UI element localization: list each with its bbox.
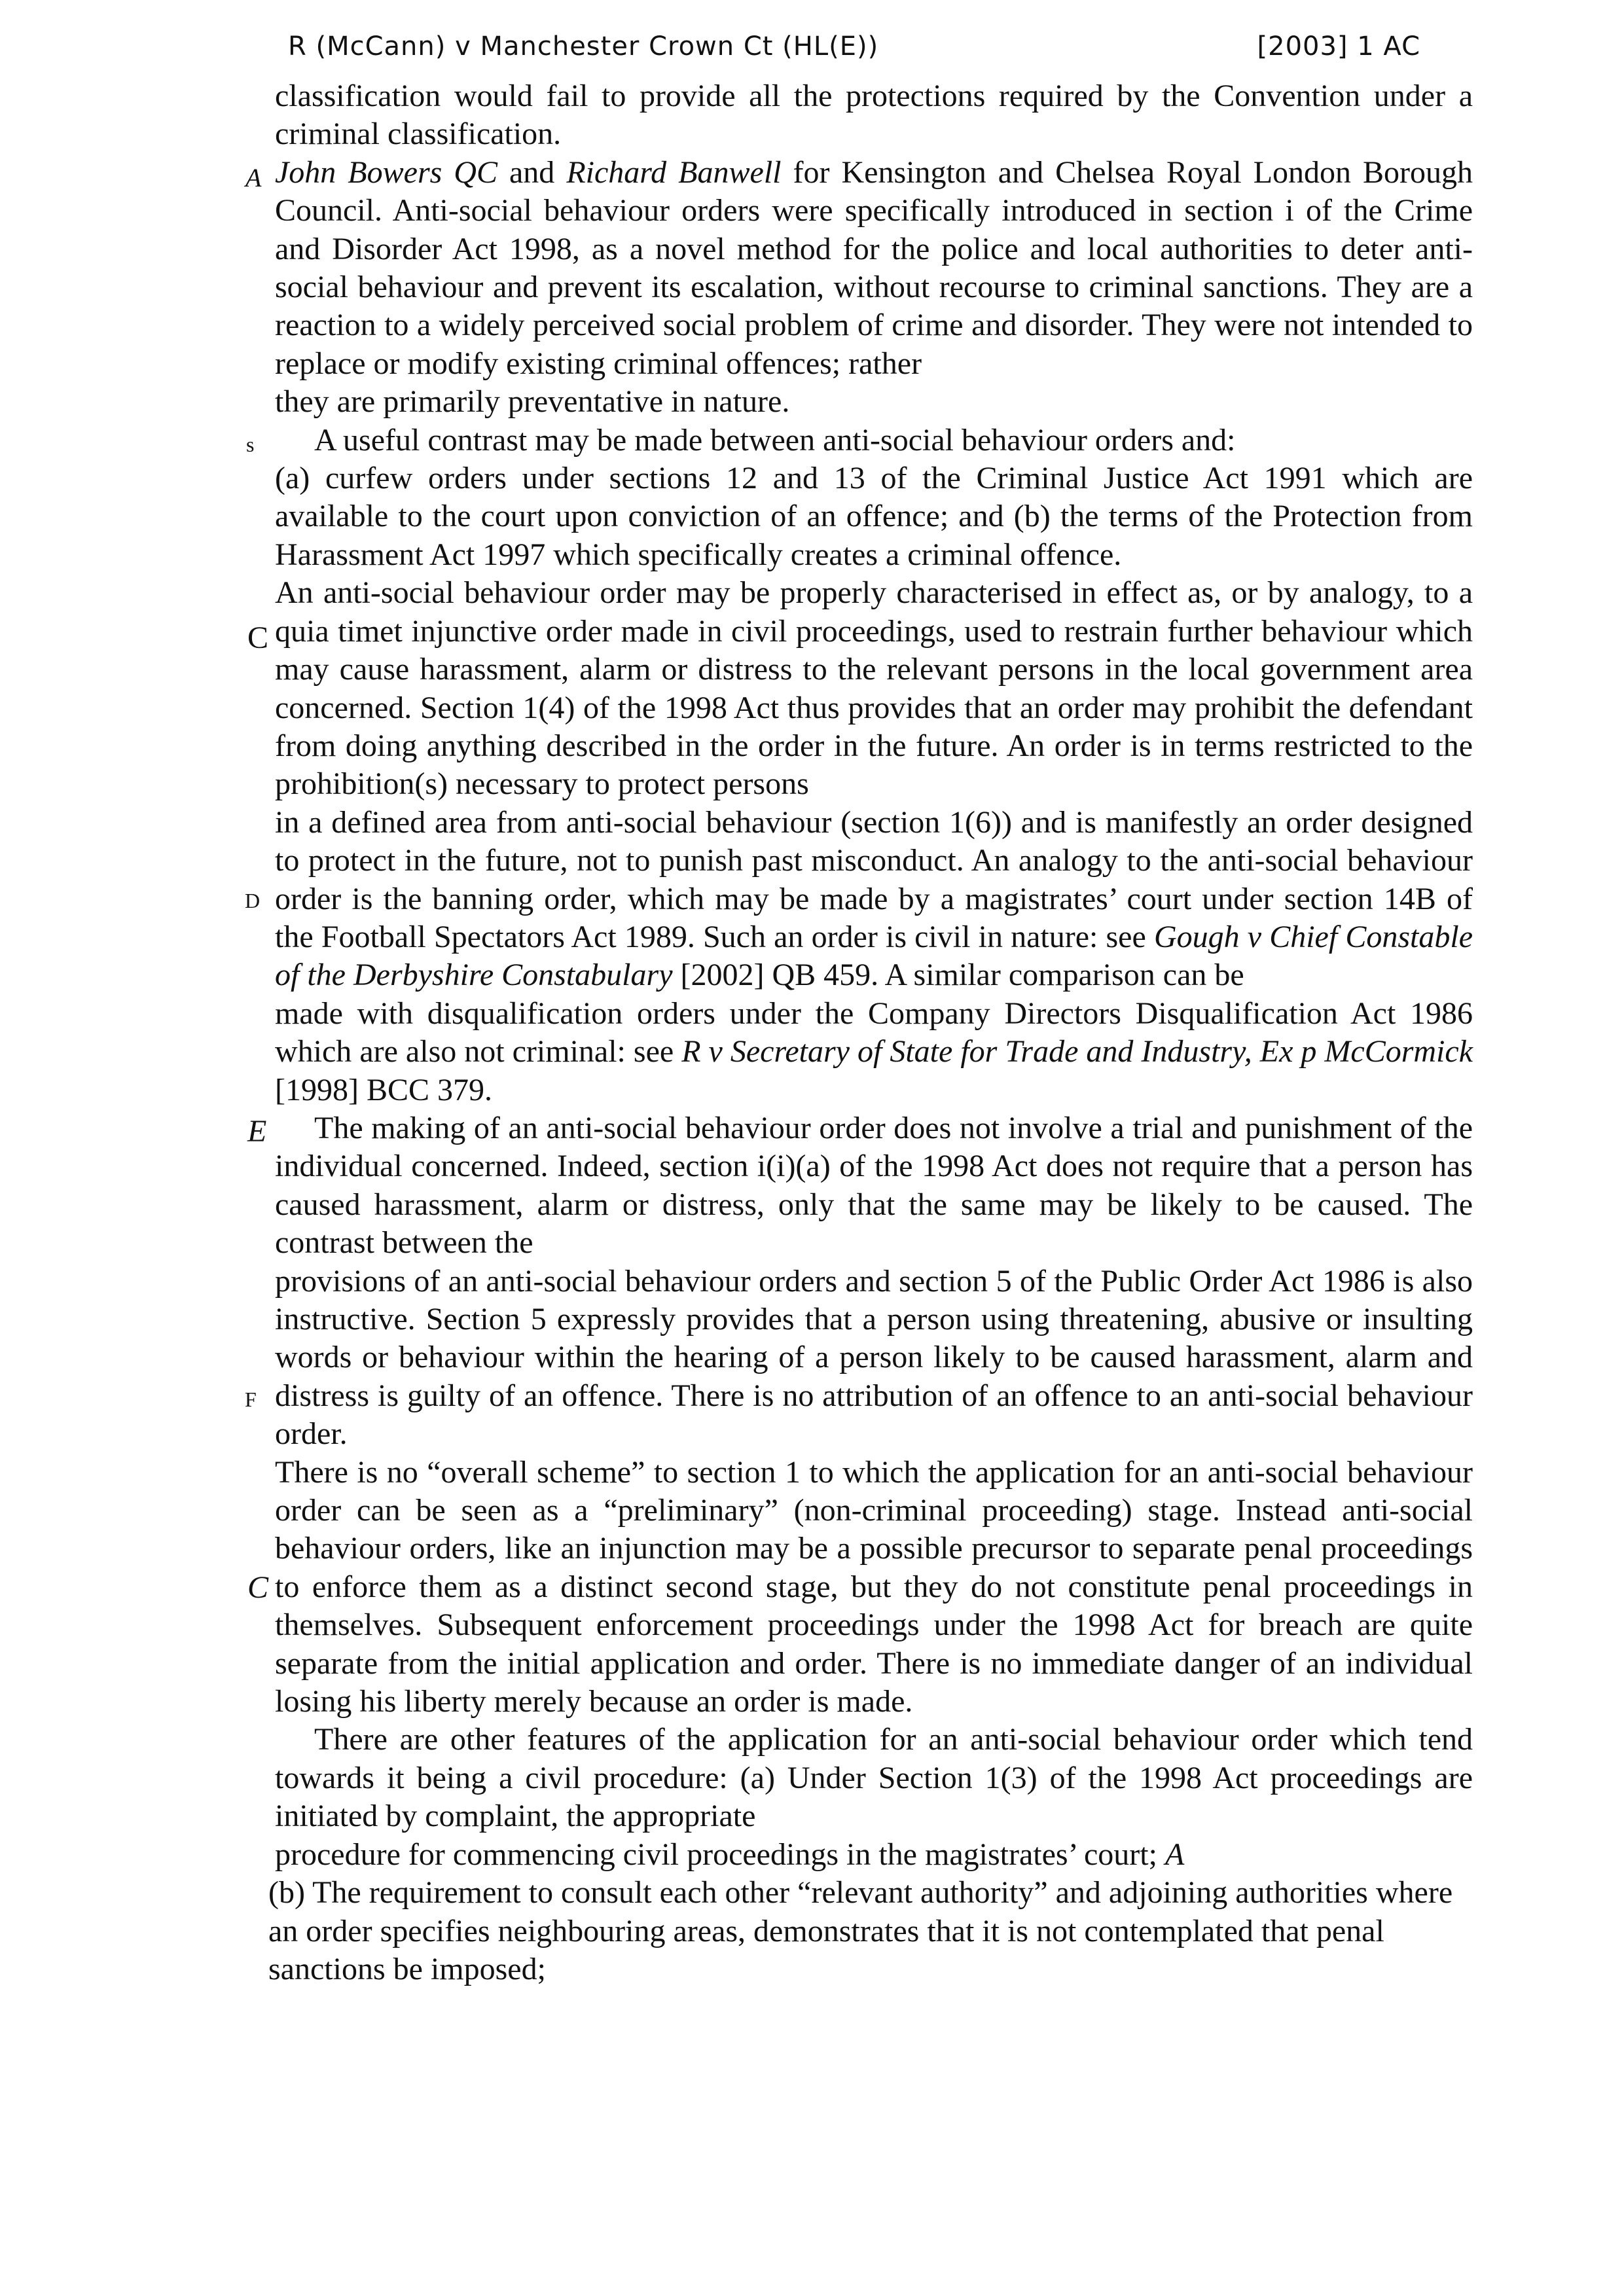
paragraph: procedure for commencing civil proceedings in the magistrates’ court; A — [275, 1837, 1185, 1872]
margin-letter-f: F — [245, 1388, 257, 1411]
margin-letter-a: A — [245, 163, 262, 192]
paragraph: made with disqualification orders under the Company Directors Disqualification Act 1986 which are also not criminal: see R v Secretary of State for Trade and Industry, Ex p McCormick [1998] BCC 379. — [275, 996, 1473, 1107]
counsel-name: Richard Banwell — [566, 154, 782, 190]
margin-letter-c: C — [247, 620, 269, 655]
running-head-case-title: R (McCann) v Manchester Crown Ct (HL(E)) — [288, 31, 879, 62]
case-citation: R v Secretary of State for Trade and Industry, Ex p McCormick — [681, 1034, 1473, 1069]
paragraph: A useful contrast may be made between anti-social behaviour orders and: — [314, 422, 1236, 457]
margin-letter-d: D — [245, 889, 261, 912]
margin-letter-e: E — [247, 1114, 267, 1149]
paragraph: classification would fail to provide all the protections required by the Convention under a criminal classification. — [275, 79, 1473, 152]
case-citation: Gough v Chief Constable of the Derbyshire Constabulary — [275, 919, 1473, 993]
margin-letter-b: s — [246, 433, 255, 456]
margin-letter-g: C — [247, 1570, 269, 1605]
paragraph: There is no “overall scheme” to section 1 to which the application for an anti-social behaviour order can be seen as a “preliminary” (non-criminal proceeding) stage. Instead anti-social behaviour orders, like an injunction may be a possible precursor to separate penal proceedings to enforce them as a distinct second stage, but they do not constitute penal proceedings in themselves. Subsequent enforcement proceedings under the 1998 Act for breach are quite separate from the initial application and order. There is no immediate danger of an individual losing his liberty merely because an order is made. — [275, 1454, 1473, 1719]
page-body — [268, 77, 1473, 1988]
paragraph: The making of an anti-social behaviour order does not involve a trial and punishment of the individual concerned. Indeed, section i(i)(a) of the 1998 Act does not require that a person has caused harassment, alarm or distress, only that the same may be likely to be caused. The contrast between the — [275, 1110, 1473, 1261]
paragraph: An anti-social behaviour order may be properly characterised in effect as, or by analogy, to a quia timet injunctive order made in civil proceedings, used to restrain further behaviour which may cause harassment, alarm or distress to the relevant persons in the local government area concerned. Section 1(4) of the 1998 Act thus provides that an order may prohibit the defendant from doing anything described in the order in the future. An order is in terms restricted to the prohibition(s) necessary to protect persons — [275, 575, 1473, 802]
paragraph: provisions of an anti-social behaviour orders and section 5 of the Public Order Act 1986 is also instructive. Section 5 expressly provides that a person using threatening, abusive or insulting words or behaviour within the hearing of a person likely to be caused harassment, alarm and distress is guilty of an offence. There is no attribution of an offence to an anti-social behaviour order. — [275, 1263, 1473, 1452]
list-item: (b) The requirement to consult each other “relevant authority” and adjoining authorities where an order specifies neighbouring areas, demonstrates that it is not contemplated that penal sanctions be imposed; — [268, 1875, 1453, 1986]
paragraph: in a defined area from anti-social behaviour (section 1(6)) and is manifestly an order designed to protect in the future, not to punish past misconduct. An analogy to the anti-social behaviour order is the banning order, which may be made by a magistrates’ court under section 14B of the Football Spectators Act 1989. Such an order is civil in nature: see Gough v Chief Constable of the Derbyshire Constabulary [2002] QB 459. A similar comparison can be — [275, 804, 1473, 993]
paragraph: they are primarily preventative in nature. — [275, 384, 790, 420]
margin-letter-a-end: A — [1164, 1837, 1185, 1872]
paragraph: There are other features of the application for an anti-social behaviour order which tend towards it being a civil procedure: (a) Under Section 1(3) of the 1998 Act proceedings are initiated by complaint, the appropriate — [275, 1722, 1473, 1834]
counsel-name: John Bowers QC — [275, 154, 497, 190]
list-item: (a) curfew orders under sections 12 and 13 of the Criminal Justice Act 1991 which are available to the court upon conviction of an offence; and (b) the terms of the Protection from Harassment Act 1997 which specifically creates a criminal offence. — [275, 461, 1473, 572]
paragraph: John Bowers QC and Richard Banwell for Kensington and Chelsea Royal London Borough Council. Anti-social behaviour orders were specifically introduced in section i of the Crime and Disorder Act 1998, as a novel method for the police and local authorities to deter anti-social behaviour and prevent its escalation, without recourse to criminal sanctions. They are a reaction to a widely perceived social problem of crime and disorder. They were not intended to replace or modify existing criminal offences; rather — [275, 154, 1473, 381]
running-head — [288, 31, 1420, 77]
running-head-citation: [2003] 1 AC — [1257, 31, 1420, 62]
